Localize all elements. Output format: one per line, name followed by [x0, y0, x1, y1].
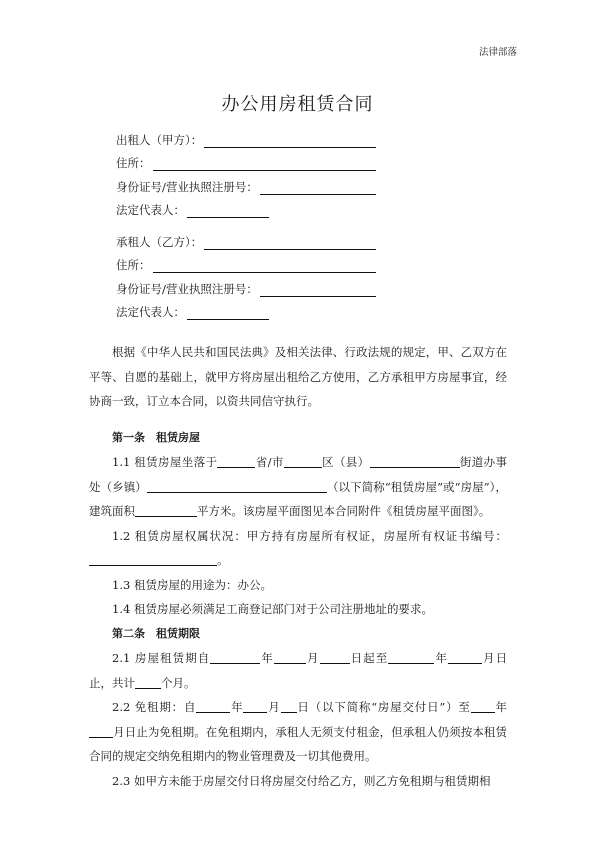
lessor-id-line [116, 171, 376, 195]
lessor-id-label: 身份证号/营业执照注册号： [116, 179, 258, 194]
preamble: 根据《中华人民共和国民法典》及相关法律、行政法规的规定，甲、乙双方在平等、自愿的基础上，就甲方将房屋出租给乙方使用，乙方承租甲方房屋事宜，经协商一致，订立本合同，以资共同信守执行。 [89, 345, 507, 408]
lessee-block [116, 226, 376, 320]
lessee-rep-line [116, 297, 376, 321]
district-blank[interactable] [284, 455, 322, 468]
lease-start-day-blank[interactable] [320, 651, 350, 664]
lessor-address-line [116, 148, 376, 172]
department-header: 法律部落 [478, 47, 517, 58]
lessee-name-label: 承租人（乙方）： [116, 234, 203, 249]
lessor-name-blank[interactable] [204, 134, 376, 148]
lessor-id-blank[interactable] [260, 181, 376, 195]
lease-start-month-blank[interactable] [274, 651, 306, 664]
lessor-rep-blank[interactable] [187, 204, 269, 218]
free-start-day-blank[interactable] [281, 700, 297, 713]
free-end-month-blank[interactable] [89, 725, 113, 738]
free-end-year-blank[interactable] [471, 700, 495, 713]
lessee-name-blank[interactable] [204, 236, 376, 250]
clause-1-3: 1.3 租赁房屋的用途为：办公。 [112, 577, 272, 592]
province-blank[interactable] [217, 455, 255, 468]
lessee-address-label: 住所： [116, 258, 151, 272]
lessor-name-line [116, 124, 376, 148]
lessor-rep-label: 法定代表人： [116, 203, 185, 217]
certificate-number-blank[interactable] [89, 553, 217, 566]
area-blank[interactable] [135, 504, 197, 517]
clause-1-1: 1.1 租赁房屋坐落于 省/市 区（县） 街道办事处（乡镇） （以下简称“租赁房屋”或“房屋”），建筑面积 平方米。该房屋平面图见本合同附件《租赁房屋平面图》。 [89, 455, 508, 518]
lease-end-year-blank[interactable] [388, 651, 434, 664]
lessor-name-label: 出租人（甲方）： [116, 132, 203, 147]
lessee-id-label: 身份证号/营业执照注册号： [116, 281, 258, 296]
town-blank[interactable] [147, 480, 327, 493]
free-start-month-blank[interactable] [243, 700, 267, 713]
clause-2-3: 2.3 如甲方未能于房屋交付日将房屋交付给乙方，则乙方免租期与租赁期相 [112, 773, 491, 788]
contract-title: 办公用房租赁合同 [221, 94, 374, 115]
lease-start-year-blank[interactable] [210, 651, 260, 664]
free-start-year-blank[interactable] [196, 700, 230, 713]
lessee-address-blank[interactable] [153, 259, 377, 273]
contract-body [89, 340, 507, 793]
lessor-block [116, 124, 376, 218]
lease-end-month-blank[interactable] [448, 651, 482, 664]
lessor-address-label: 住所： [116, 156, 151, 170]
lessee-name-line [116, 226, 376, 250]
lessee-address-line [116, 250, 376, 274]
clause-2-2: 2.2 免租期：自 年 月 日（以下简称“房屋交付日”）至 年月日止为免租期。在免租期内，承租人无须支付租金，但承租人仍须按本租赁合同的规定交纳免租期内的物业管理费及一切其他费用。 [89, 700, 508, 763]
lessee-rep-label: 法定代表人： [116, 305, 185, 319]
clause-1-2: 1.2 租赁房屋权属状况：甲方持有房屋所有权证，房屋所有权证书编号：。 [89, 524, 507, 573]
lessee-rep-blank[interactable] [187, 306, 269, 320]
article-2-heading: 第二条 租赁期限 [112, 626, 200, 640]
lessee-id-blank[interactable] [260, 283, 376, 297]
lessee-id-line [116, 273, 376, 297]
lessor-address-blank[interactable] [153, 157, 377, 171]
clause-1-4: 1.4 租赁房屋必须满足工商登记部门对于公司注册地址的要求。 [112, 602, 433, 616]
lease-months-blank[interactable] [135, 676, 161, 689]
clause-2-1: 2.1 房屋租赁期自 年 月 日起至 年 月日止，共计 个月。 [89, 651, 508, 690]
article-1-heading: 第一条 租赁房屋 [112, 430, 200, 444]
lessor-rep-line [116, 195, 376, 219]
street-blank[interactable] [370, 455, 460, 468]
